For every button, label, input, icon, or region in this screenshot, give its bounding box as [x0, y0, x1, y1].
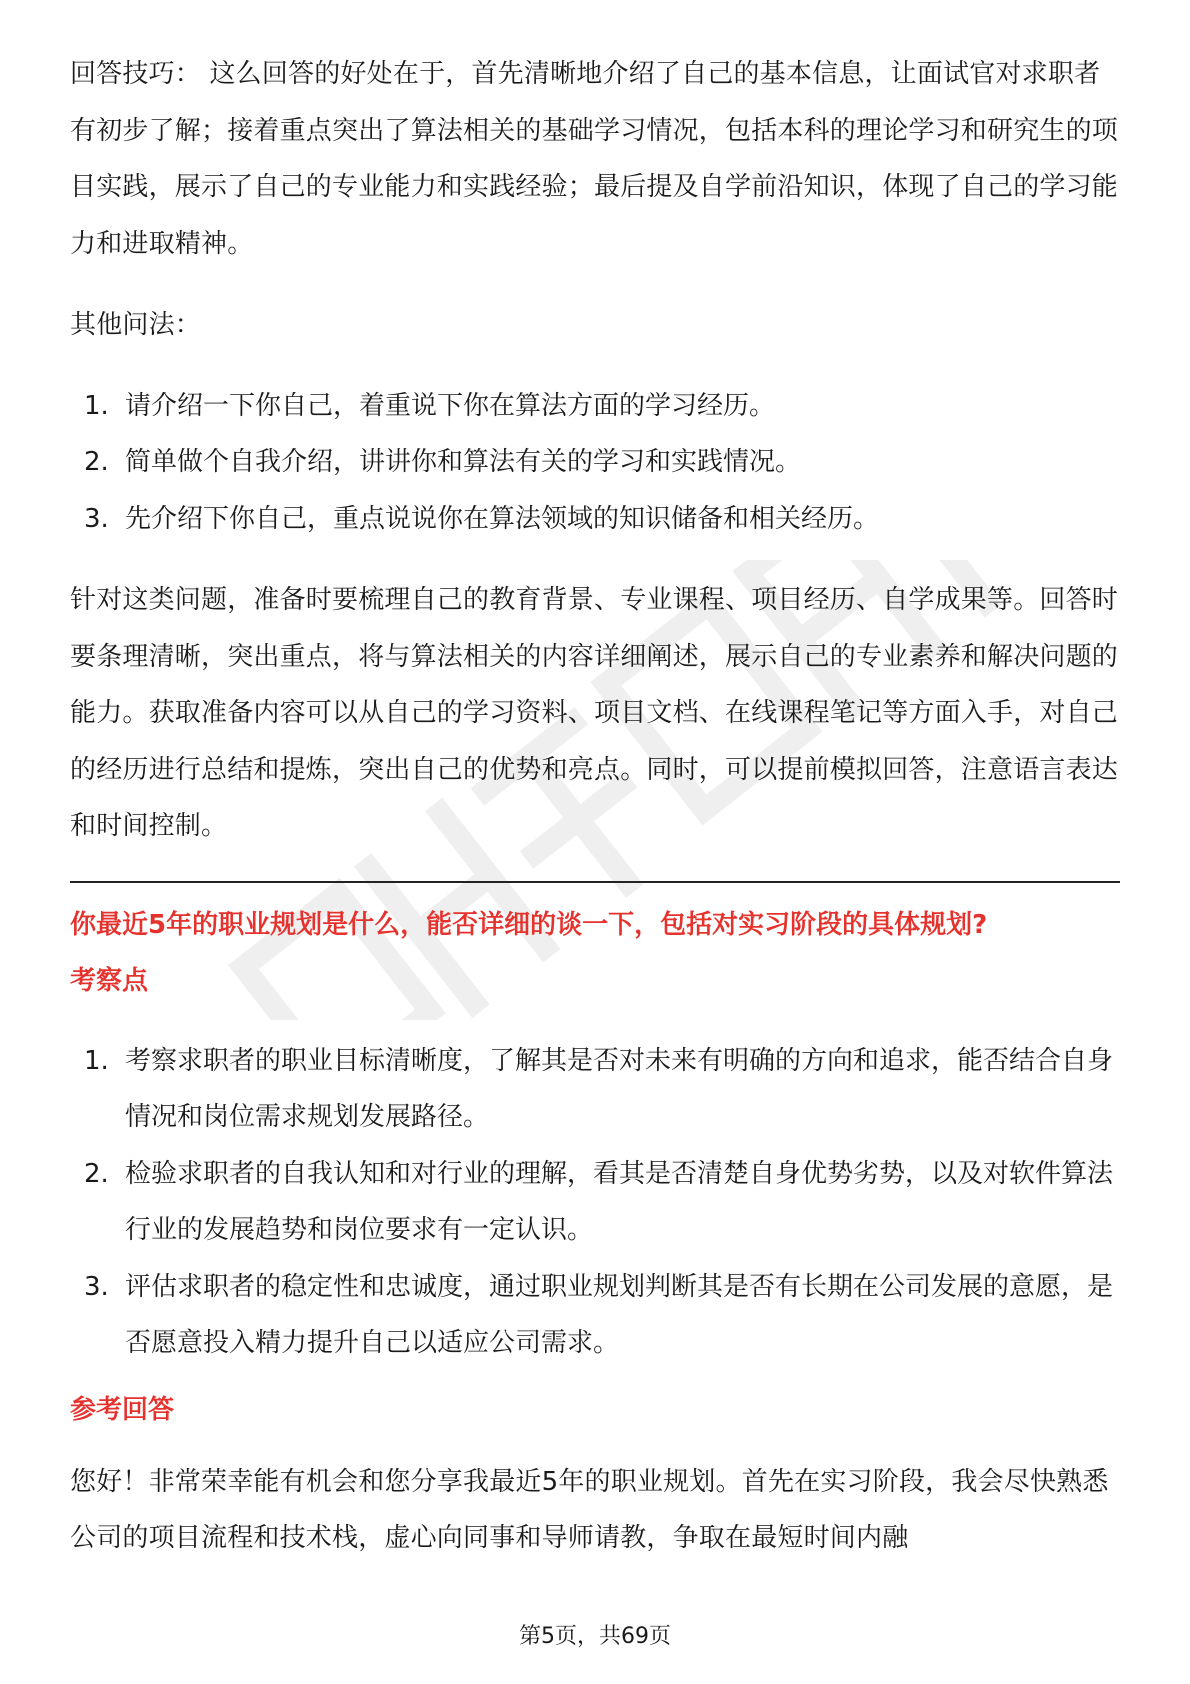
list-item: [70, 378, 1120, 435]
list-item: [70, 1146, 1120, 1259]
list-item-text: 检验求职者的自我认知和对行业的理解，看其是否清楚自身优势劣势，以及对软件算法行业的发展趋势和岗位要求有一定认识。: [125, 1158, 1114, 1245]
list-number: 3.: [84, 503, 109, 534]
checkpoints-heading: 考察点: [70, 965, 149, 996]
list-item-text: 请介绍一下你自己，着重说下你在算法方面的学习经历。: [125, 390, 776, 421]
preparation-advice-paragraph: 针对这类问题，准备时要梳理自己的教育背景、专业课程、项目经历、自学成果等。回答时要条理清晰，突出重点，将与算法相关的内容详细阐述，展示自己的专业素养和解决问题的能力。获取准备内容可以从自己的学习资料、项目文档、在线课程笔记等方面入手，对自己的经历进行总结和提炼，突出自己的优势和亮点。同时，可以提前模拟回答，注意语言表达和时间控制。: [70, 585, 1119, 841]
list-item: [70, 434, 1120, 491]
list-item-text: 先介绍下你自己，重点说说你在算法领域的知识储备和相关经历。: [125, 503, 880, 534]
page-number-footer: 第5页，共69页: [519, 1624, 671, 1649]
list-item: [70, 1033, 1120, 1146]
list-item: [70, 1259, 1120, 1372]
list-number: 2.: [84, 1158, 109, 1189]
list-number: 1.: [84, 390, 109, 421]
reference-answer-heading: 参考回答: [70, 1394, 175, 1425]
list-number: 2.: [84, 447, 109, 477]
list-item-text: 考察求职者的职业目标清晰度，了解其是否对未来有明确的方向和追求，能否结合自身情况和岗位需求规划发展路径。: [125, 1045, 1114, 1132]
list-item-text: 评估求职者的稳定性和忠诚度，通过职业规划判断其是否有长期在公司发展的意愿，是否愿意投入精力提升自己以适应公司需求。: [125, 1271, 1114, 1358]
reference-answer-paragraph: 您好！非常荣幸能有机会和您分享我最近5年的职业规划。首先在实习阶段，我会尽快熟悉公司的项目流程和技术栈，虚心向同事和导师请教，争取在最短时间内融: [70, 1466, 1109, 1553]
list-item-text: 简单做个自我介绍，讲讲你和算法有关的学习和实践情况。: [125, 447, 802, 477]
document-body: [70, 46, 1120, 1567]
other-questions-heading: 其他问法：: [70, 310, 202, 340]
answer-tip-paragraph: 回答技巧： 这么回答的好处在于，首先清晰地介绍了自己的基本信息，让面试官对求职者有初步了解；接着重点突出了算法相关的基础学习情况，包括本科的理论学习和研究生的项目实践，展示了自己的专业能力和实践经验；最后提及自学前沿知识，体现了自己的学习能力和进取精神。: [70, 59, 1119, 259]
list-number: 1.: [84, 1045, 109, 1076]
question-title: 你最近5年的职业规划是什么，能否详细的谈一下，包括对实习阶段的具体规划?: [70, 909, 988, 940]
other-questions-list: [70, 378, 1120, 548]
checkpoints-list: [70, 1033, 1120, 1372]
list-item: [70, 491, 1120, 548]
list-number: 3.: [84, 1271, 109, 1302]
